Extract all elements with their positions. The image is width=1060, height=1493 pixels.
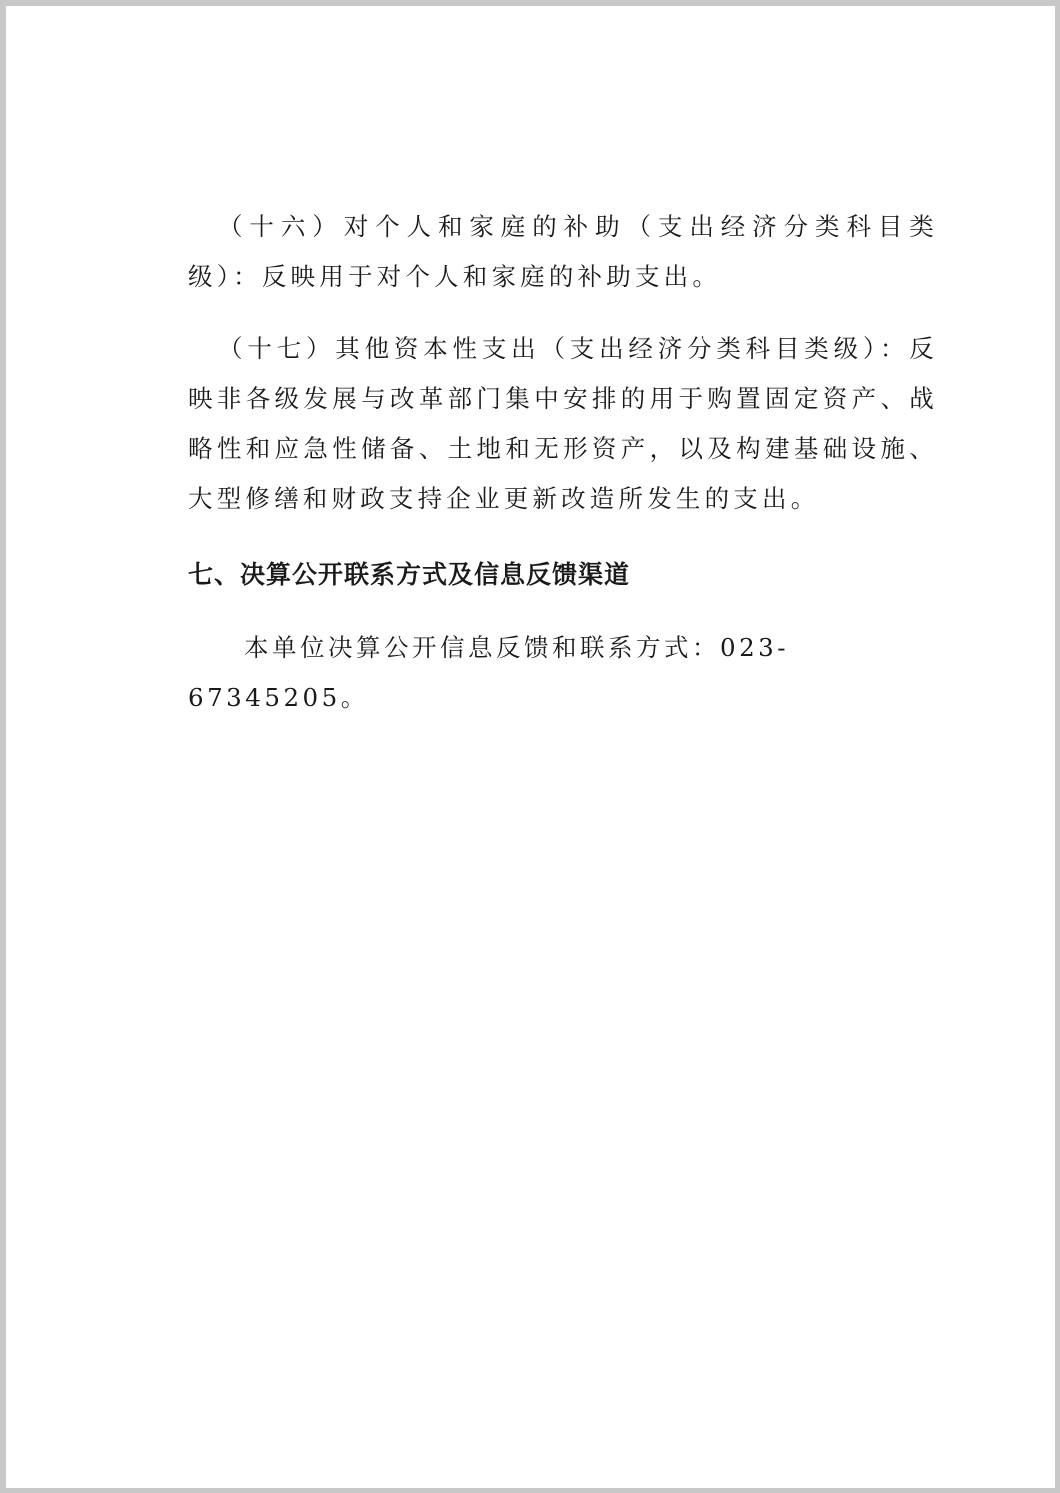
section-heading-contact: 七、决算公开联系方式及信息反馈渠道 [188, 560, 631, 589]
paragraph-other-capital-expenditure: （十七）其他资本性支出（支出经济分类科目类级）：反映非各级发展与改革部门集中安排的用于购置固定资产、战略性和应急性储备、土地和无形资产，以及构建基础设施、大型修缮和财政支持企业更新改造所发生的支出。 [188, 334, 938, 513]
paragraph-individual-family-subsidy: （十六）对个人和家庭的补助（支出经济分类科目类级）：反映用于对个人和家庭的补助支出。 [188, 212, 938, 291]
document-body [188, 202, 938, 723]
contact-paragraph: 本单位决算公开信息反馈和联系方式：023-67345205。 [188, 633, 790, 712]
